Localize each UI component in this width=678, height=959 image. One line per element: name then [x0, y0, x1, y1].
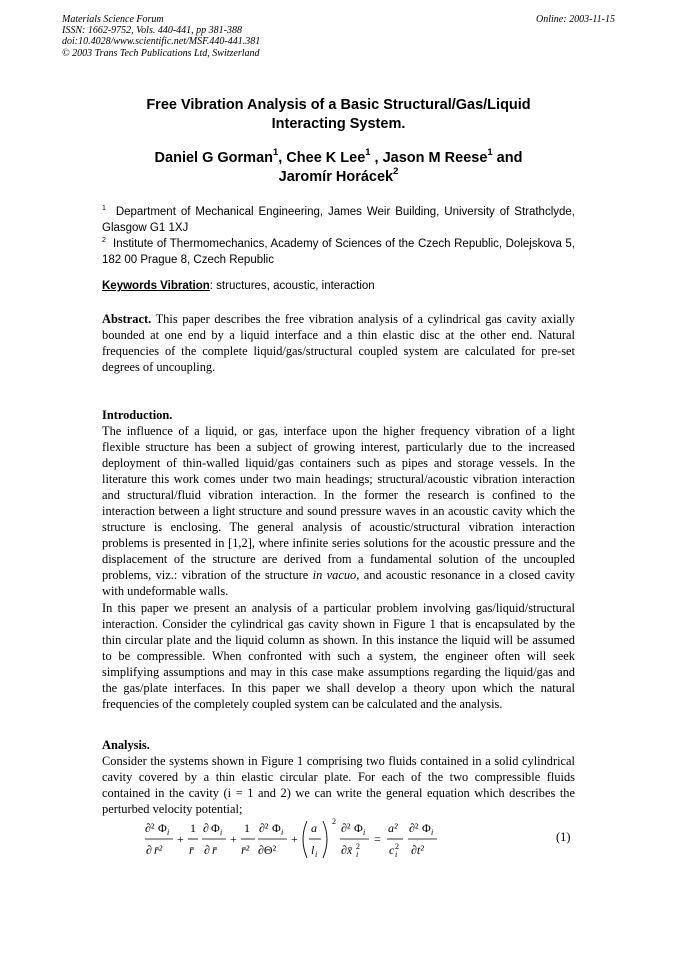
eq-symbol: 1	[244, 821, 250, 835]
eq-symbol: Φ	[272, 821, 281, 835]
eq-symbol: ∂²	[409, 821, 419, 835]
eq-symbol: Φ	[422, 821, 431, 835]
emphasis: in vacuo	[312, 568, 357, 583]
eq-symbol: ∂²	[341, 821, 351, 835]
eq-symbol: ∂²	[145, 821, 155, 835]
author-affiliation-mark: 1	[273, 146, 279, 158]
title-line-2: Interacting System.	[271, 116, 406, 132]
eq-symbol: 2	[356, 842, 360, 851]
affiliation-text: Department of Mechanical Engineering, James Weir Building, University of Strathclyde, Glasgow G1 1XJ	[102, 206, 575, 235]
equation-number: (1)	[556, 830, 571, 844]
author-affiliation-mark: 2	[393, 165, 399, 177]
eq-symbol: ∂	[146, 843, 152, 857]
eq-symbol: +	[177, 832, 184, 846]
doi-line: doi:10.4028/www.scientific.net/MSF.440-441.381	[62, 36, 261, 48]
introduction-paragraph-2: In this paper we present an analysis of a particular problem involving gas/liquid/structural interaction. Consider the cylindrical gas cavity shown in Figure 1 that is encapsulated by the thin circular plate and the liquid column as shown. In this instance the liquid will be assumed to be compressible. When confronted with such a system, the engineer often will seek simplifying assumptions and may in this case make assumptions regarding the liquid/gas and the gas/plate interfaces. In this paper we shall develop a theory upon which the natural frequencies of the completely coupled system can be calculated and the analysis.	[102, 600, 575, 711]
introduction-body	[102, 423, 575, 712]
eq-symbol: i	[281, 828, 284, 837]
author-name: Jason M Reese	[382, 150, 488, 166]
eq-symbol: l	[311, 843, 315, 857]
eq-symbol: r̄	[189, 843, 194, 857]
eq-term-4	[303, 817, 369, 859]
eq-symbol: Φ	[158, 821, 167, 835]
copyright-line: © 2003 Trans Tech Publications Ltd, Switzerland	[62, 47, 260, 59]
introduction-paragraph-1: The influence of a liquid, or gas, interface upon the higher frequency vibration of a light flexible structure has been a subject of growing interest, particularly due to the increased deployment of thin-walled liquid/gas containers such as pipes and storage vessels. In the literature this work comes under two main headings; structural/acoustic vibration interaction and structural/fluid vibration interaction. In the former the research is confined to the interaction between a light structure and sound pressure waves in an acoustic cavity which the structure is enclosing. The general analysis of acoustic/structural vibration interaction problems is presented in [1,2], where infinite series solutions for the acoustic pressure and the displacement of the structure are derived from a fundamental solution of the uncoupled problems, viz.: vibration of the structure in vacuo, and acoustic resonance in a closed cavity with undeformable walls.	[102, 424, 575, 599]
eq-symbol: ∂	[204, 843, 210, 857]
eq-symbol: i	[356, 850, 359, 859]
author-affiliation-mark: 1	[365, 146, 371, 158]
eq-symbol: +	[230, 832, 237, 846]
abstract-text: This paper describes the free vibration analysis of a cylindrical gas cavity axially bounded at one end by a liquid interface and a thin elastic disc at the other end. Natural frequencies of the complete liquid/gas/structural coupled system are calculated for pre-set degrees of uncoupling.	[102, 312, 575, 375]
eq-symbol: r̄²	[241, 843, 250, 857]
eq-symbol: i	[431, 828, 434, 837]
eq-symbol: Φ	[211, 821, 220, 835]
title-line-1: Free Vibration Analysis of a Basic Structural/Gas/Liquid	[146, 97, 531, 113]
affiliation-number: 1	[102, 205, 106, 212]
eq-symbol: ∂²	[259, 821, 269, 835]
affiliation-2	[102, 236, 575, 268]
eq-rhs	[387, 821, 437, 859]
eq-symbol: 2	[332, 817, 336, 826]
eq-symbol: 1	[190, 821, 196, 835]
abstract	[102, 311, 575, 375]
eq-symbol: a²	[388, 821, 398, 835]
eq-symbol: =	[374, 832, 381, 846]
author-name: Chee K Lee	[286, 150, 366, 166]
eq-symbol: i	[167, 828, 170, 837]
eq-symbol: 2	[395, 842, 399, 851]
eq-symbol: i	[363, 828, 366, 837]
author-affiliation-mark: 1	[487, 146, 493, 158]
affiliation-number: 2	[102, 237, 106, 244]
eq-term-3	[241, 821, 287, 857]
introduction-heading: Introduction.	[102, 408, 173, 422]
paper-title	[102, 96, 575, 134]
analysis-body: Consider the systems shown in Figure 1 comprising two fluids contained in a solid cylindrical cavity covered by a thin elastic circular plate. For each of the two compressible fluids contained in the cavity (i = 1 and 2) we can write the general equation which describes the perturbed velocity potential;	[102, 754, 575, 817]
keywords	[102, 278, 575, 294]
keywords-label: Keywords Vibration	[102, 280, 210, 292]
equation-1	[145, 816, 575, 866]
issn-line: ISSN: 1662-9752, Vols. 440-441, pp 381-388	[62, 25, 242, 37]
journal-name: Materials Science Forum	[62, 14, 164, 25]
eq-term-2	[188, 821, 226, 857]
eq-symbol: r̄	[212, 843, 217, 857]
author-list: Daniel G Gorman$^1$, Chee K Lee$^1$ , Jason M Reese$^1$ and Jaromír Horácek$^2$	[154, 146, 523, 185]
eq-symbol: ∂	[203, 821, 209, 835]
keywords-text: : structures, acoustic, interaction	[209, 280, 375, 292]
eq-symbol: c	[389, 843, 395, 857]
eq-term-1	[145, 821, 173, 857]
online-date: Online: 2003-11-15	[536, 14, 615, 25]
eq-symbol: a	[311, 821, 317, 835]
eq-symbol: i	[220, 828, 223, 837]
abstract-label: Abstract.	[102, 312, 152, 326]
eq-symbol: +	[291, 832, 298, 846]
author-name: Jaromír Horácek	[278, 169, 394, 185]
affiliation-text: Institute of Thermomechanics, Academy of Sciences of the Czech Republic, Dolejskova 5, 182 00 Prague 8, Czech Republic	[102, 238, 575, 267]
eq-symbol: i	[315, 850, 318, 859]
analysis-heading: Analysis.	[102, 738, 150, 752]
eq-symbol: Φ	[354, 821, 363, 835]
journal-header	[62, 14, 615, 59]
eq-symbol: ∂t²	[411, 843, 424, 857]
eq-symbol: r̄²	[154, 843, 163, 857]
eq-symbol: ∂Θ²	[258, 843, 277, 857]
eq-symbol: i	[395, 850, 398, 859]
author-name: Daniel G Gorman	[154, 150, 273, 166]
affiliation-1	[102, 204, 575, 236]
eq-symbol: ∂x̄	[341, 843, 353, 857]
